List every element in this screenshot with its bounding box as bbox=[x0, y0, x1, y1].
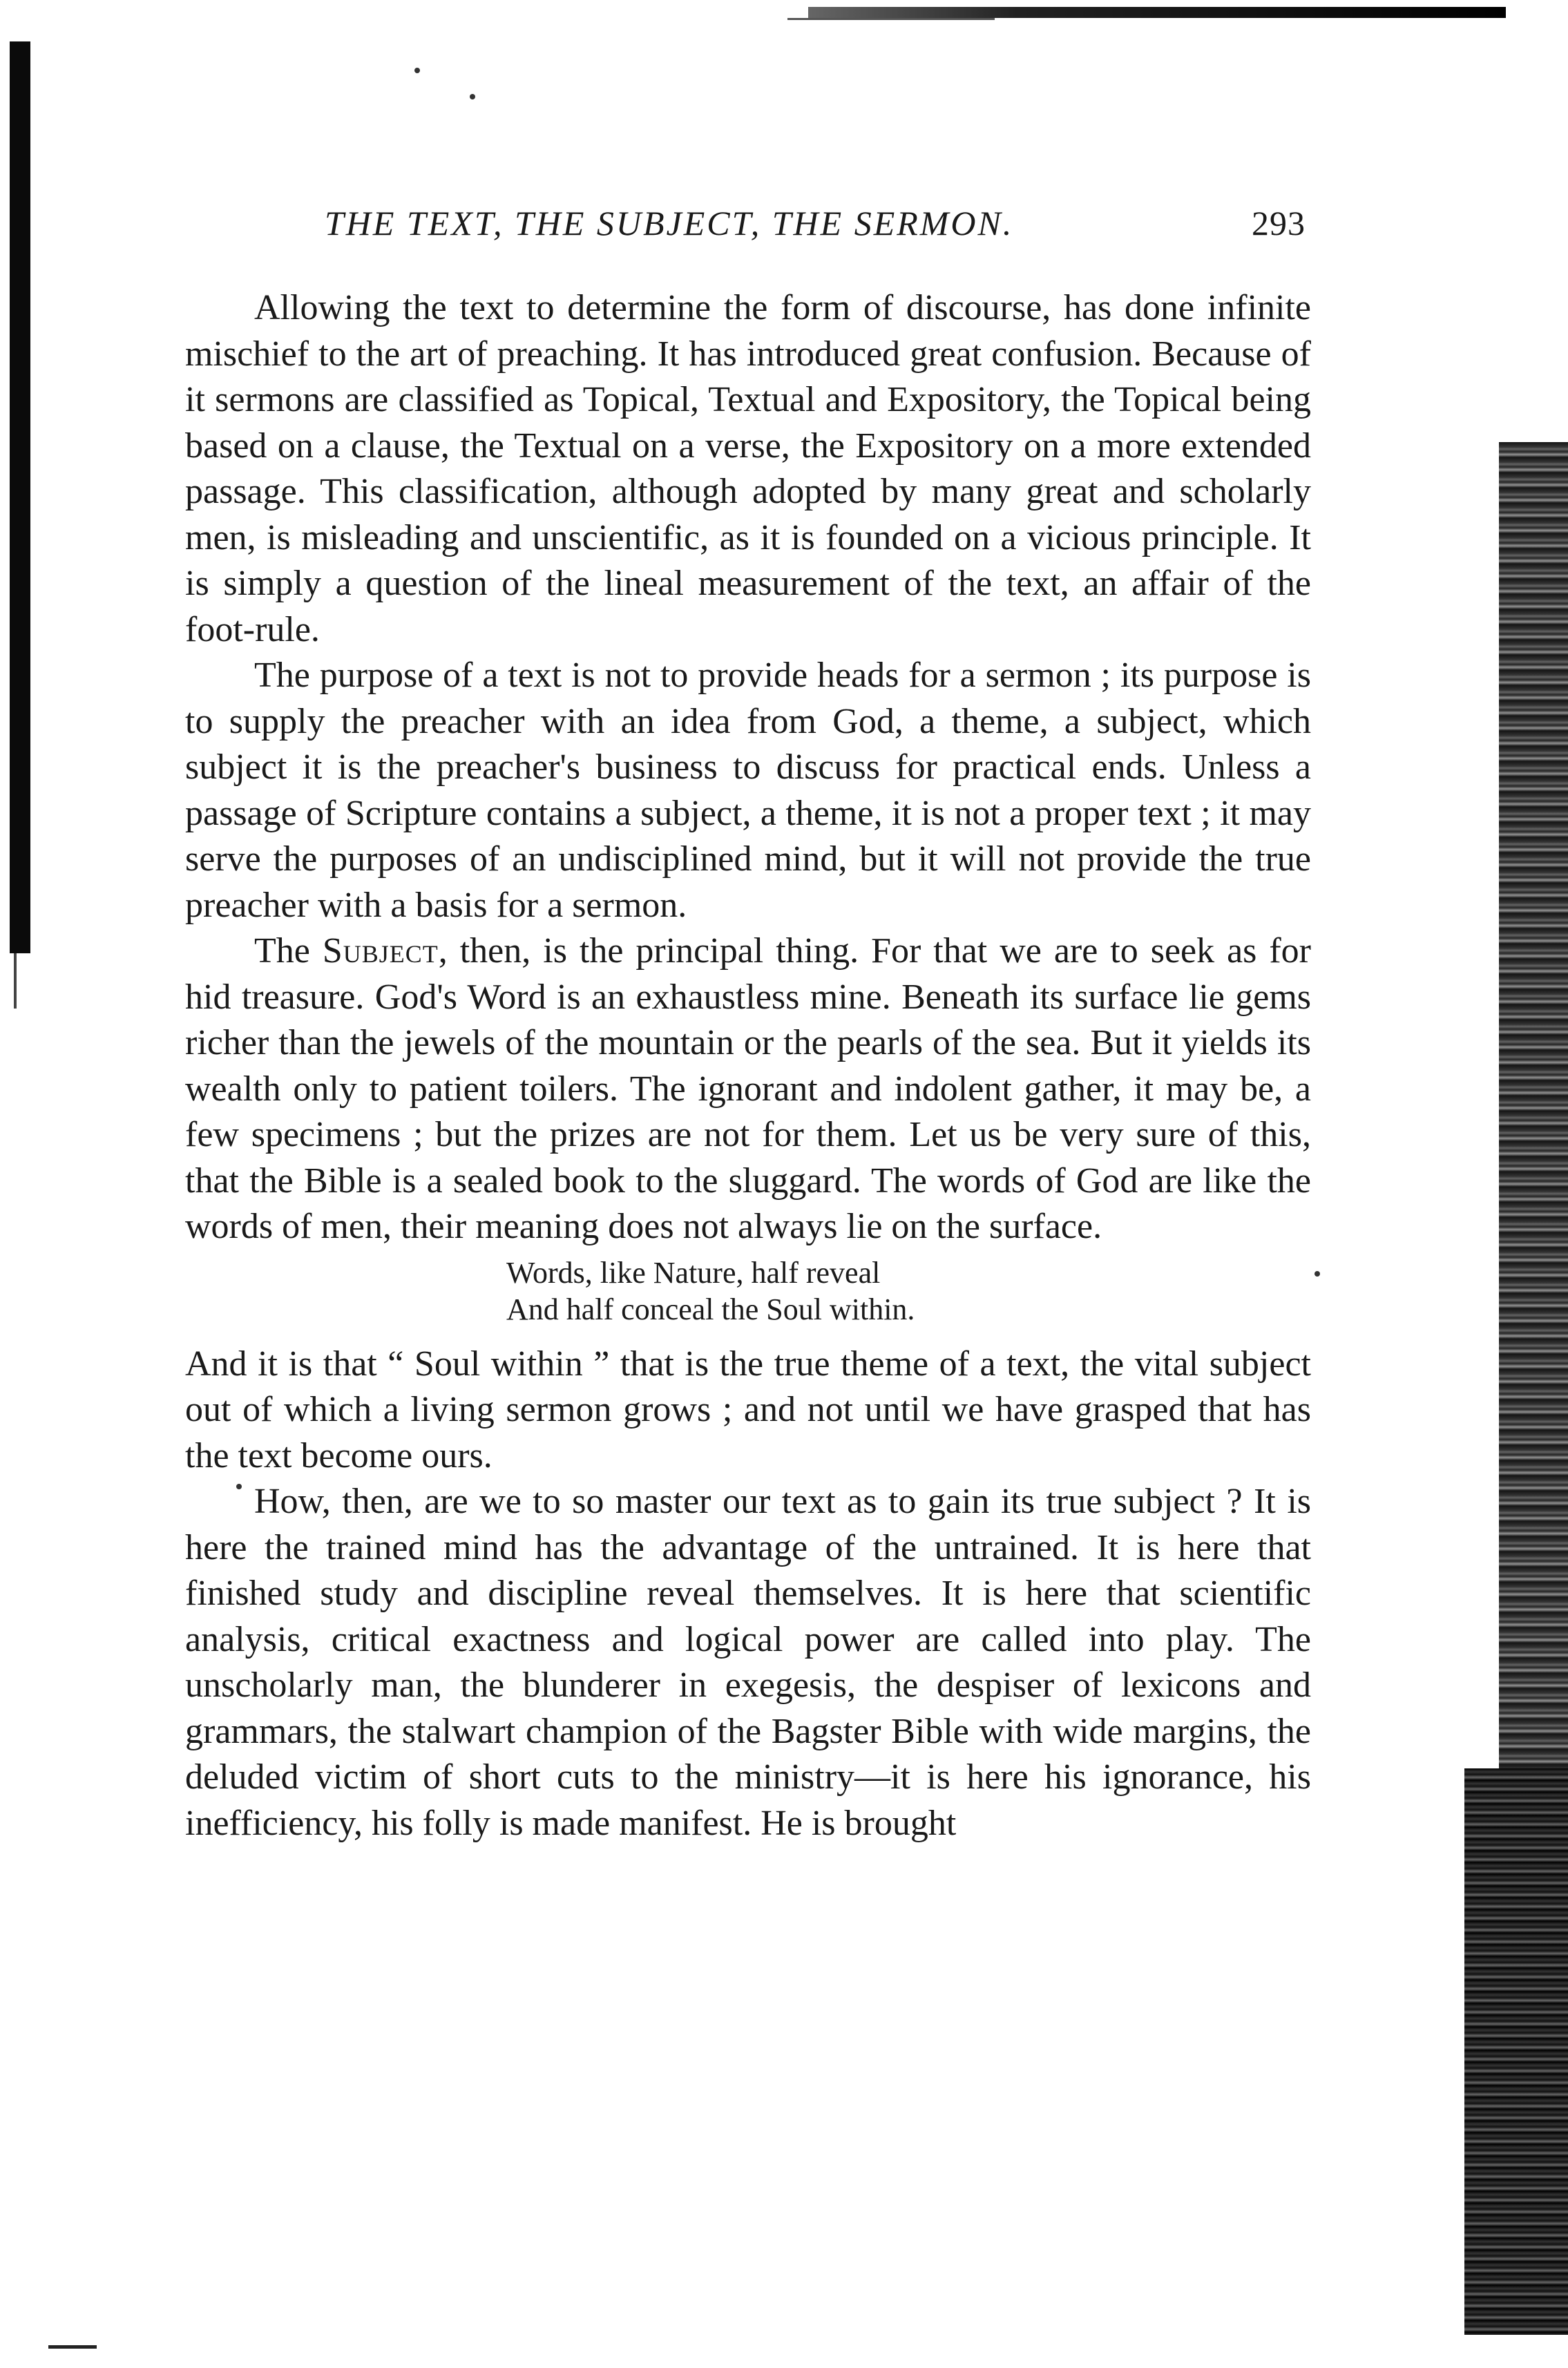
verse-line: Words, like Nature, half reveal bbox=[506, 1255, 881, 1290]
running-head bbox=[325, 203, 1306, 251]
paragraph: How, then, are we to so master our text as to gain its true subject ? It is here the trained mind has the advantage of the untrained. It is here that finished study and discipline reveal themselves. It is here that scientific analysis, critical exactness and logical power are called into play. The unscholarly man, the blunderer in exegesis, the despiser of lexicons and grammars, the stalwart champion of the Bagster Bible with wide margins, the deluded victim of short cuts to the ministry—it is here his ignorance, his inefficiency, his folly is made manifest. He is brought bbox=[185, 1482, 1311, 1843]
verse-line: And half conceal the Soul within. bbox=[506, 1292, 915, 1326]
scan-speck bbox=[1314, 1271, 1320, 1277]
scan-top-rule-thin bbox=[787, 18, 995, 20]
scan-left-edge bbox=[10, 41, 30, 953]
scan-bottom-mark bbox=[48, 2345, 97, 2349]
scan-speck bbox=[414, 68, 420, 73]
running-head-title: THE TEXT, THE SUBJECT, THE SERMON. bbox=[325, 204, 1014, 242]
verse-quotation bbox=[185, 1254, 1311, 1328]
paragraph: The purpose of a text is not to provide heads for a sermon ; its purpose is to supply the preacher with an idea from God, a theme, a subject, which subject it is the preacher's business to discuss for practical ends. Unless a passage of Scripture contains a subject, a theme, it is not a proper text ; it may serve the purposes of an undisciplined mind, but it will not provide the true preacher with a basis for a sermon. bbox=[185, 656, 1311, 925]
paragraph: Allowing the text to determine the form of discourse, has done infinite mischief to the art of preaching. It has introduced great confusion. Because of it sermons are classified as Topical, Textual and Expository, the Topical being based on a clause, the Textual on a verse, the Expository on a more extended passage. This classification, although adopted by many great and scholarly men, is misleading and unscientific, as it is founded on a vicious principle. It is simply a question of the lineal measurement of the text, an affair of the foot-rule. bbox=[185, 288, 1311, 649]
paragraph-lead: The bbox=[254, 931, 323, 971]
scan-right-edge-lower bbox=[1464, 1768, 1568, 2335]
page-number: 293 bbox=[1252, 204, 1306, 242]
paragraph-subject bbox=[185, 928, 1311, 1250]
subject-term: Subject bbox=[322, 931, 439, 971]
scan-top-rule bbox=[808, 7, 1506, 18]
scan-speck bbox=[470, 94, 475, 99]
scan-left-mark bbox=[14, 953, 17, 1009]
paragraph-text: , then, is the principal thing. For that we are to seek as for hid treasure. God's Word is an exhaustless mine. Beneath its surface lie gems richer than the jewels of the mountain or the pearls of the sea. But it yields its wealth only to patient toilers. The ignorant and indolent gather, it may be, a few specimens ; but the prizes are not for them. Let us be very sure of this, that the Bible is a sealed book to the sluggard. The words of God are like the words of men, their meaning does not always lie on the surface. bbox=[185, 931, 1311, 1246]
page-body bbox=[185, 285, 1311, 1846]
paragraph: And it is that “ Soul within ” that is the true theme of a text, the vital subject out of which a living sermon grows ; and not until we have grasped that has the text become ours. bbox=[185, 1344, 1311, 1476]
